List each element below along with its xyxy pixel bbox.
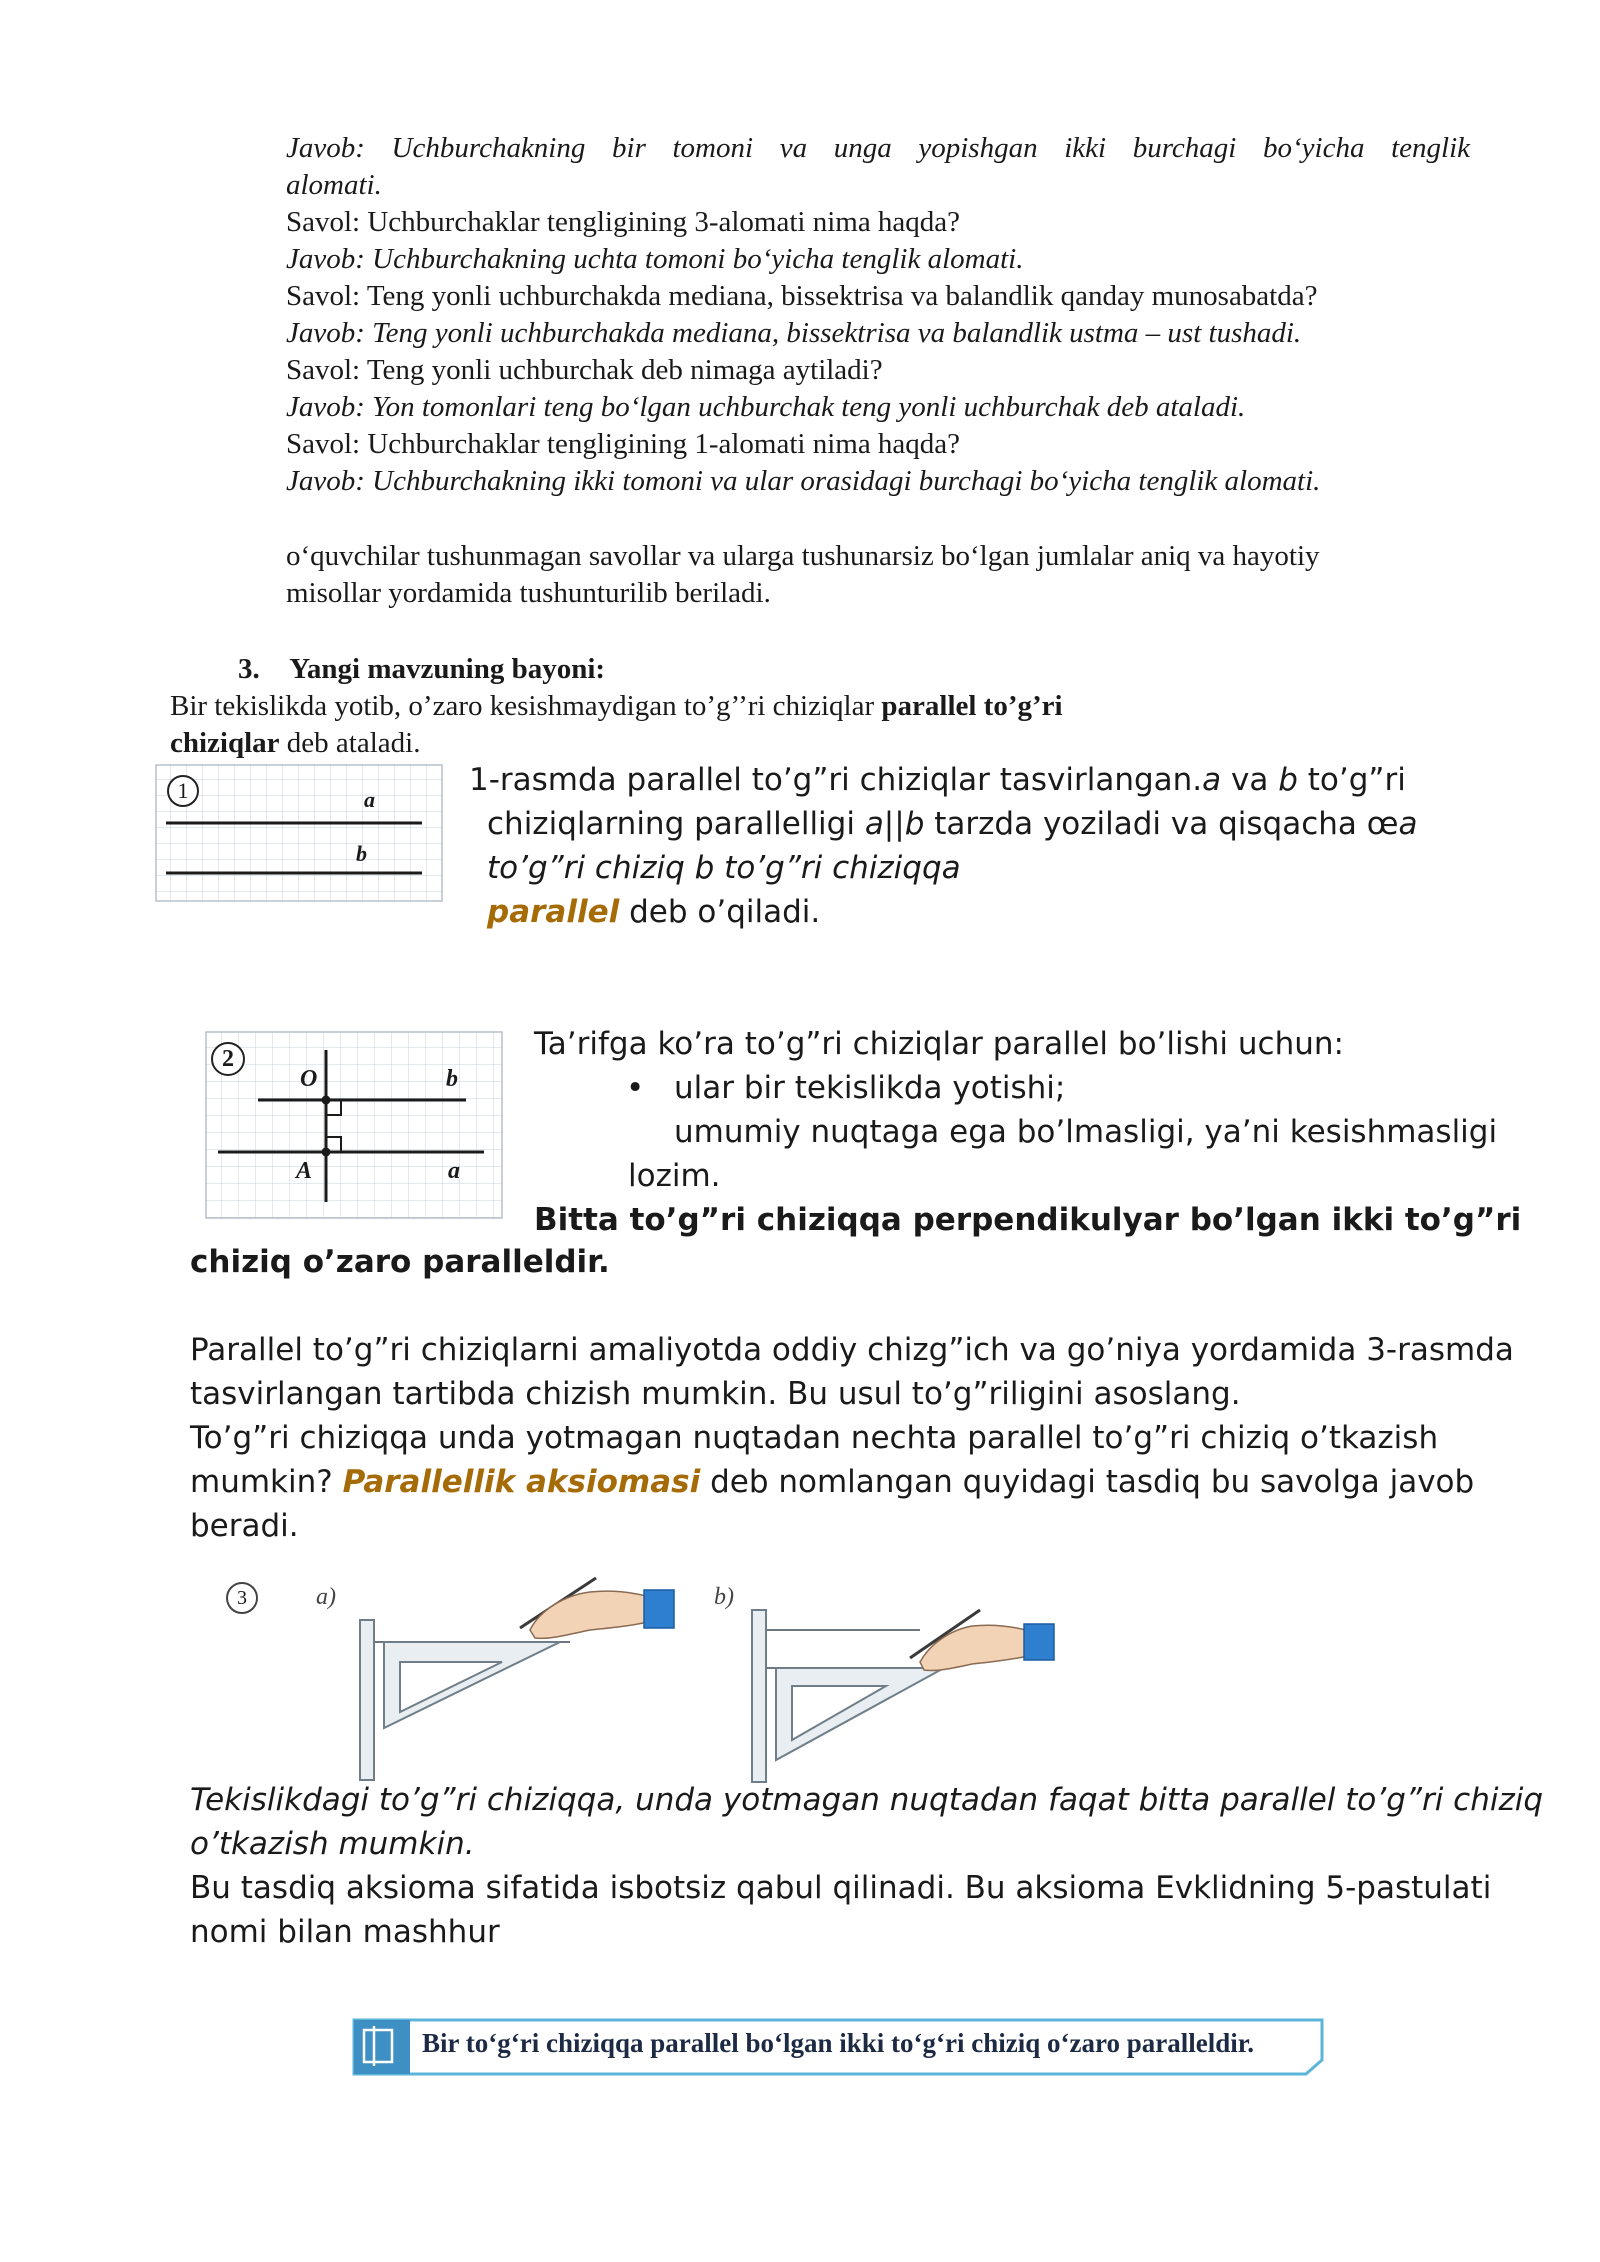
caption-3: to’g”ri chiziq b to’g”ri chiziqqa (487, 850, 961, 886)
teacher-note (286, 538, 1470, 612)
definition-end: deb ataladi. (279, 727, 421, 759)
qa-javob-2: Javob: Uchburchakning uchta tomoni bo‘yicha tenglik alomati. (286, 243, 1024, 275)
question-line-2b: deb nomlangan quyidagi tasdiq bu savolga javob (700, 1464, 1475, 1500)
figure-3-number-circle (226, 1582, 258, 1614)
figure-2-label-a: a (448, 1158, 460, 1184)
definition (170, 688, 1270, 762)
condition-2: umumiy nuqtaga ega bo’lmasligi, ya’ni kesishmasligi (674, 1114, 1498, 1150)
condition-1-text: ular bir tekislikda yotishi; (674, 1070, 1066, 1106)
qa-savol-3: Savol: Teng yonli uchburchakda mediana, bissektrisa va balandlik qanday munosabatda? (286, 280, 1318, 312)
figure-3 (220, 1570, 1080, 1790)
figure-2-label-O: O (300, 1066, 318, 1092)
figure-3-label-a: a) (316, 1584, 336, 1610)
caption-1-var-b: b (1278, 762, 1298, 798)
caption-2-text-c: tarzda yoziladi va qisqacha œ (924, 806, 1399, 842)
theorem-line-2: chiziq o’zaro paralleldir. (190, 1244, 610, 1280)
rule-box (350, 2016, 1326, 2074)
figure-2 (204, 1030, 504, 1220)
figure-3-number: 3 (237, 1587, 247, 1609)
caption-1-text-a: 1-rasmda parallel to’g”ri chiziqlar tasvirlangan. (469, 762, 1203, 798)
qa-javob-5: Javob: Uchburchakning ikki tomoni va ular orasidagi burchagi bo‘yicha tenglik alomati. (286, 465, 1321, 497)
definition-term-1: parallel to’g’ri (881, 690, 1063, 722)
caption-1-var-a: a (1202, 762, 1222, 798)
theorem-line-1: Bitta to’g”ri chiziqqa perpendikulyar bo’lgan ikki to’g”ri (534, 1202, 1522, 1238)
axiom-line-3: Bu tasdiq aksioma sifatida isbotsiz qabul qilinadi. Bu aksioma Evklidning 5-pastulati (190, 1870, 1492, 1906)
figure-1-label-b: b (356, 841, 367, 866)
note-line-1: o‘quvchilar tushunmagan savollar va ularga tushunarsiz bo‘lgan jumlalar aniq va hayotiy (286, 540, 1320, 572)
practice-line-2: tasvirlangan tartibda chizish mumkin. Bu usul to’g”riligini asoslang. (190, 1376, 1241, 1412)
caption-2-notation: a||b (864, 806, 925, 842)
question-line-2a: mumkin? (190, 1464, 343, 1500)
qa-javob-3: Javob: Teng yonli uchburchakda mediana, bissektrisa va balandlik ustma – ust tushadi. (286, 317, 1302, 349)
question-line-3: beradi. (190, 1508, 299, 1544)
figure-2-number-circle (211, 1042, 245, 1076)
rule-text: Bir to‘g‘ri chiziqqa parallel bo‘lgan ikki to‘g‘ri chiziq o‘zaro paralleldir. (422, 2028, 1254, 2058)
figure-1 (154, 763, 444, 903)
practice-paragraph (190, 1328, 1514, 1548)
qa-savol-5: Savol: Uchburchaklar tengligining 1-alomati nima haqda? (286, 428, 961, 460)
term-parallel-axiom: Parallellik aksiomasi (342, 1464, 701, 1500)
caption-2-text-a: chiziqlarning parallelligi (487, 806, 865, 842)
axiom-block (190, 1778, 1544, 1954)
qa-block (286, 130, 1470, 500)
condition-1 (534, 1066, 1534, 1110)
condition-2-end: lozim. (628, 1158, 721, 1194)
qa-javob-4: Javob: Yon tomonlari teng bo‘lgan uchburchak teng yonli uchburchak deb ataladi. (286, 391, 1246, 423)
qa-savol-2: Savol: Uchburchaklar tengligining 3-alomati nima haqda? (286, 206, 961, 238)
section-number: 3. (238, 653, 260, 685)
figure-1-label-a: a (364, 787, 375, 812)
caption-1-text-e: to’g”ri (1297, 762, 1406, 798)
figure-2-number: 2 (222, 1046, 234, 1072)
figure-1-number-circle (167, 775, 199, 807)
bullet-icon: • (626, 1070, 645, 1106)
question-line-1: To’g”ri chiziqqa unda yotmagan nuqtadan nechta parallel to’g”ri chiziq o’tkazish (190, 1420, 1439, 1456)
figure-1-caption (469, 758, 1469, 934)
caption-4-rest: deb o’qiladi. (619, 894, 821, 930)
section-heading (238, 651, 605, 688)
figure-3-label-b: b) (714, 1584, 734, 1610)
qa-javob-1: Javob: Uchburchakning bir tomoni va unga yopishgan ikki burchagi bo‘yicha tenglik (286, 132, 1470, 164)
definition-text: Bir tekislikda yotib, o’zaro kesishmaydigan to’g’’ri chiziqlar (170, 690, 882, 722)
practice-line-1: Parallel to’g”ri chiziqlarni amaliyotda oddiy chizg”ich va go’niya yordamida 3-rasmda (190, 1332, 1514, 1368)
figure-2-label-A: A (296, 1158, 313, 1184)
qa-javob-1-cont: alomati. (286, 169, 382, 201)
axiom-line-2: o’tkazish mumkin. (190, 1826, 475, 1862)
conditions-intro: Ta’rifga ko’ra to’g”ri chiziqlar parallel bo’lishi uchun: (534, 1026, 1344, 1062)
caption-1-text-c: va (1221, 762, 1279, 798)
axiom-line-4: nomi bilan mashhur (190, 1914, 500, 1950)
term-parallel: parallel (487, 894, 620, 930)
caption-2-var-a: a (1398, 806, 1418, 842)
figure-1-number: 1 (177, 778, 189, 803)
definition-term-2: chiziqlar (170, 727, 280, 759)
section-title: Yangi mavzuning bayoni: (289, 653, 606, 685)
qa-savol-4: Savol: Teng yonli uchburchak deb nimaga aytiladi? (286, 354, 883, 386)
figure-2-label-b: b (446, 1066, 458, 1092)
axiom-line-1: Tekislikdagi to’g”ri chiziqqa, unda yotmagan nuqtadan faqat bitta parallel to’g”ri chiziq (190, 1782, 1544, 1818)
note-line-2: misollar yordamida tushunturilib beriladi. (286, 577, 771, 609)
parallel-conditions (534, 1022, 1534, 1242)
